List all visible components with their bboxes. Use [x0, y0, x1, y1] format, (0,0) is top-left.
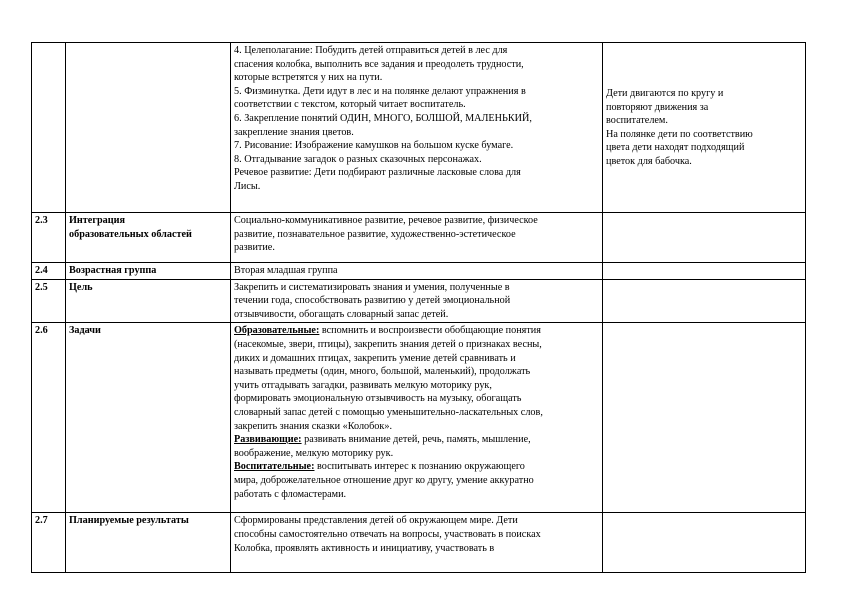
text-line: воспитателем. [606, 115, 668, 127]
text-line: учить отгадывать загадки, развивать мелкую моторику рук, [234, 379, 492, 391]
row-number: 2.5 [32, 279, 66, 323]
text-line: образовательных областей [69, 228, 192, 240]
text-line: развитие. [234, 242, 275, 254]
text-line: 4. Целеполагание: Побудить детей отправиться детей в лес для [234, 45, 508, 56]
text-line: отзывчивости, обогащать словарный запас детей. [234, 308, 449, 320]
row-label [66, 263, 231, 280]
row-content [231, 513, 603, 573]
task-heading: Образовательные: [234, 325, 320, 337]
text-line: 5. Физминутка. Дети идут в лес и на полянке делают упражнения в [234, 85, 526, 97]
row-number: 2.6 [32, 323, 66, 513]
text-line: развитие, познавательное развитие, художественно-эстетическое [234, 228, 516, 240]
row-number: 2.4 [32, 263, 66, 280]
task-heading: Воспитательные: [234, 461, 315, 473]
text-line: 7. Рисование: Изображение камушков на большом куске бумаге. [234, 140, 514, 152]
text-line: цветок для бабочка. [606, 155, 692, 167]
task-text: развивать внимание детей, речь, память, мышление, [301, 434, 531, 446]
text-line: закрепление знания цветов. [234, 126, 354, 138]
row-label [66, 213, 231, 263]
text-line: называть предметы (один, много, большой, маленький), продолжать [234, 366, 531, 378]
row-number: 2.3 [32, 213, 66, 263]
table-row [32, 263, 806, 280]
row-number [32, 43, 66, 213]
text-line: Лисы. [234, 180, 261, 192]
text-line: Закрепить и систематизировать знания и умения, полученные в [234, 281, 510, 293]
text-line [234, 460, 599, 474]
text-line: 8. Отгадывание загадок о разных сказочных персонажах. [234, 153, 482, 165]
row-content [231, 43, 603, 213]
text-line: закрепить знания сказки «Колобок». [234, 420, 392, 432]
row-content [231, 323, 603, 513]
table-row [32, 279, 806, 323]
row-note [603, 263, 806, 280]
text-line: формировать эмоциональную отзывчивость на музыку, обогащать [234, 393, 522, 405]
text-line: которые встретятся у них на пути. [234, 72, 383, 84]
lesson-plan-table [31, 42, 806, 573]
text-line: 6. Закрепление понятий ОДИН, МНОГО, БОЛШОЙ, МАЛЕНЬКИЙ, [234, 112, 532, 124]
text-line: Вторая младшая группа [234, 265, 338, 276]
table-row [32, 43, 806, 213]
row-label [66, 43, 231, 213]
row-note [603, 513, 806, 573]
row-number: 2.7 [32, 513, 66, 573]
text-line: Интеграция [69, 215, 125, 226]
table-row [32, 513, 806, 573]
text-line: работать с фломастерами. [234, 488, 347, 500]
text-line: Сформированы представления детей об окружающем мире. Дети [234, 515, 518, 527]
text-line: мира, доброжелательное отношение друг ко другу, умение аккуратно [234, 474, 534, 486]
text-line: спасения колобка, выполнить все задания и преодолеть трудности, [234, 58, 524, 70]
row-label [66, 513, 231, 573]
task-text: вспомнить и воспроизвести обобщающие понятия [319, 325, 541, 337]
row-content [231, 213, 603, 263]
text-line: повторяют движения за [606, 101, 709, 113]
row-note [603, 213, 806, 263]
task-heading: Развивающие: [234, 434, 302, 446]
text-line: диких и домашних птицах, закрепить умение детей сравнивать и [234, 352, 516, 364]
text-line: Колобка, проявлять активность и инициативу, участвовать в [234, 542, 495, 554]
text-line [234, 324, 599, 338]
table-row [32, 213, 806, 263]
row-note [603, 279, 806, 323]
text-line: Задачи [69, 325, 101, 337]
row-note [603, 323, 806, 513]
row-content [231, 263, 603, 280]
row-label [66, 323, 231, 513]
text-line: Цель [69, 281, 93, 293]
row-note [603, 43, 806, 213]
text-line [234, 433, 599, 447]
task-text: воспитывать интерес к познанию окружающего [314, 461, 525, 473]
text-line: цвета дети находят подходящий [606, 142, 745, 154]
row-label [66, 279, 231, 323]
text-line: способны самостоятельно отвечать на вопросы, участвовать в поисках [234, 528, 541, 540]
text-line: воображение, мелкую моторику рук. [234, 447, 394, 459]
row-content [231, 279, 603, 323]
text-line: На полянке дети по соответствию [606, 128, 753, 140]
text-line: Возрастная группа [69, 265, 157, 276]
text-line: Дети двигаются по кругу и [606, 88, 724, 99]
text-line: Социально-коммуникативное развитие, речевое развитие, физическое [234, 215, 538, 226]
text-line: Планируемые результаты [69, 515, 189, 527]
text-line: словарный запас детей с помощью уменьшительно-ласкательных слов, [234, 406, 543, 418]
text-line: соответствии с текстом, который читает воспитатель. [234, 99, 466, 111]
text-line: (насекомые, звери, птицы), закрепить знания детей о признаках весны, [234, 338, 542, 350]
text-line: течении года, способствовать развитию у детей эмоциональной [234, 295, 511, 307]
table-row [32, 323, 806, 513]
text-line: Речевое развитие: Дети подбирают различные ласковые слова для [234, 167, 521, 179]
